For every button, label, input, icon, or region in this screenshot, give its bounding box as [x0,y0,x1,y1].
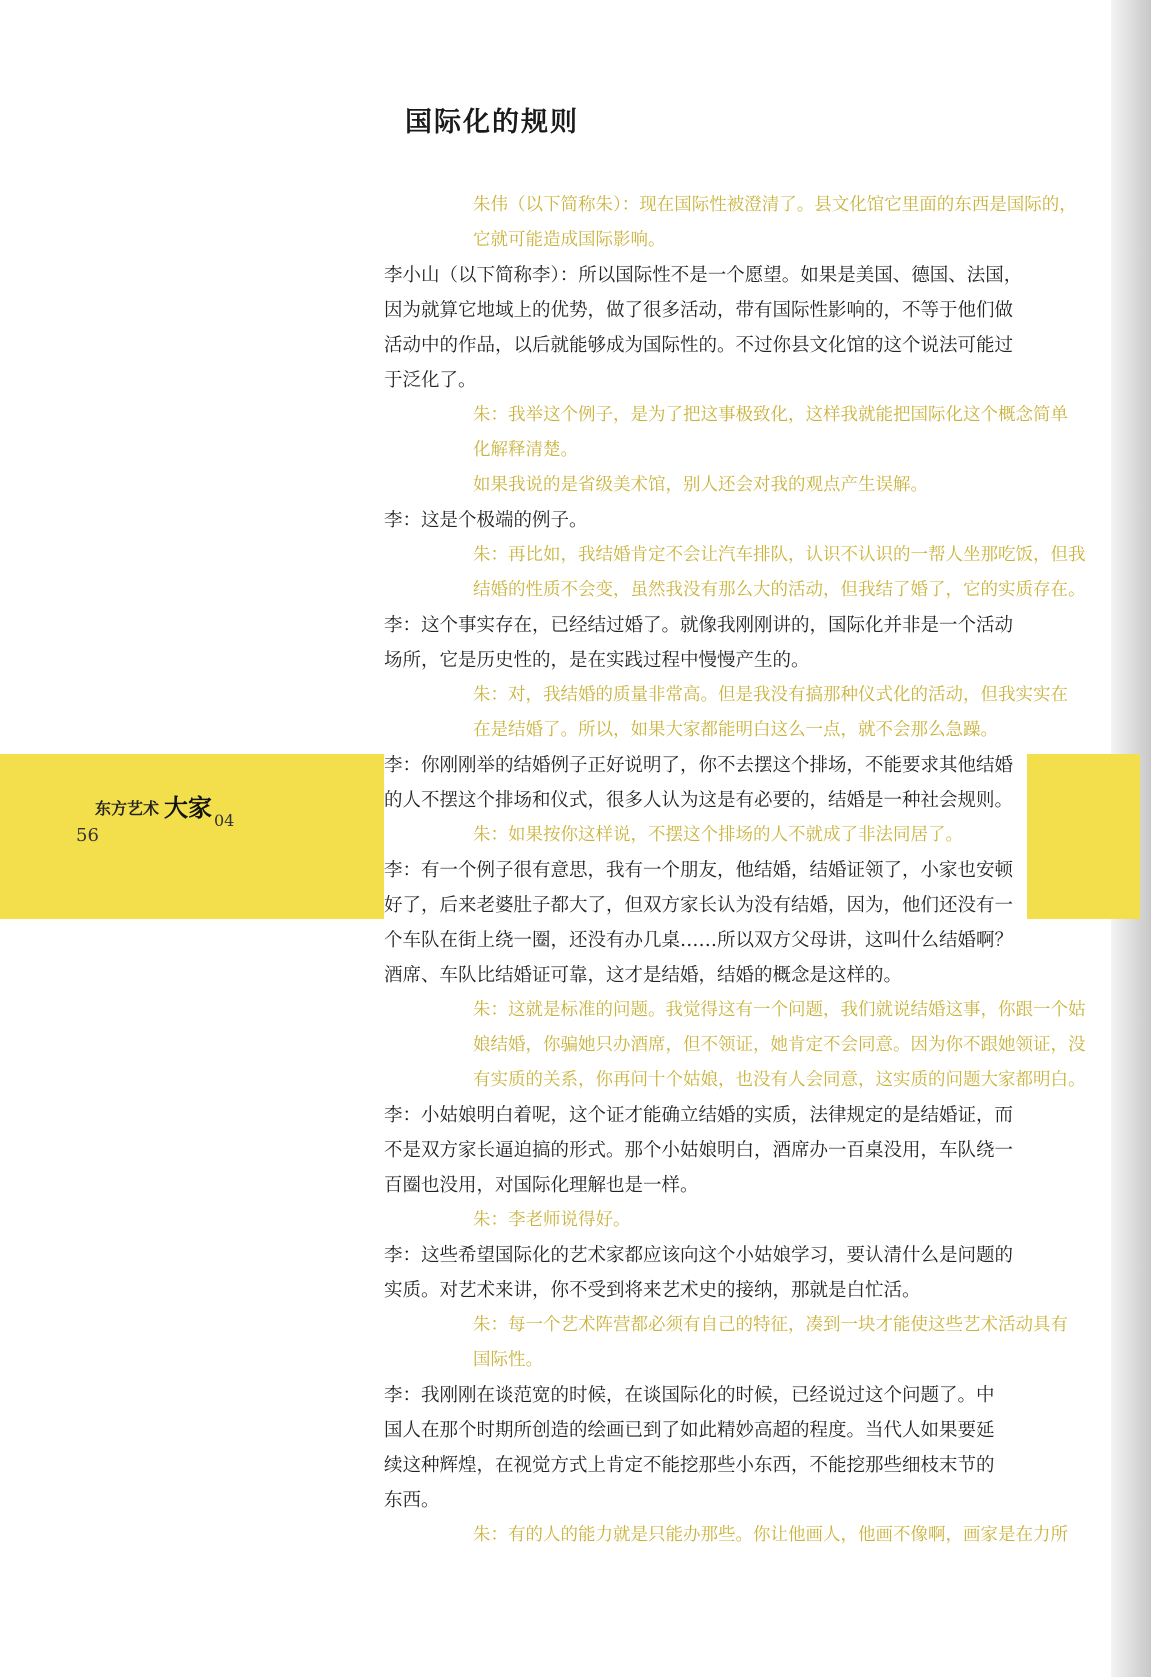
text-line: 东西。 [384,1490,440,1511]
text-line: 在是结婚了。所以，如果大家都能明白这么一点，就不会那么急躁。 [473,720,998,740]
zhu-paragraph [384,1203,1114,1238]
zhu-paragraph [384,1518,1114,1553]
text-line: 有实质的关系，你再问十个姑娘，也没有人会同意，这实质的问题大家都明白。 [473,1070,1086,1090]
text-line: 续这种辉煌，在视觉方式上肯定不能挖那些小东西，不能挖那些细枝末节的 [384,1455,995,1476]
text-line: 因为就算它地域上的优势，做了很多活动，带有国际性影响的，不等于他们做 [384,300,1014,321]
article-body [384,188,1114,1553]
magazine-label: 东方艺术 [95,799,160,818]
text-line: 的人不摆这个排场和仪式，很多人认为这是有必要的，结婚是一种社会规则。 [384,790,1014,811]
text-line: 李：小姑娘明白着呢，这个证才能确立结婚的实质，法律规定的是结婚证，而 [384,1105,1014,1126]
page-number: 56 [76,825,99,846]
text-line: 化解释清楚。 [473,440,578,460]
text-line: 李：这个事实存在，已经结过婚了。就像我刚刚讲的，国际化并非是一个活动 [384,615,1014,636]
zhu-paragraph [384,538,1114,608]
text-line: 朱：我举这个例子，是为了把这事极致化，这样我就能把国际化这个概念简单 [473,405,1068,425]
li-paragraph [384,1378,1114,1518]
text-line: 国人在那个时期所创造的绘画已到了如此精妙高超的程度。当代人如果要延 [384,1420,995,1441]
text-line: 结婚的性质不会变，虽然我没有那么大的活动，但我结了婚了，它的实质存在。 [473,580,1086,600]
text-line: 国际性。 [473,1350,543,1370]
text-line: 朱：每一个艺术阵营都必须有自己的特征，凑到一块才能使这些艺术活动具有 [473,1315,1068,1335]
text-line: 实质。对艺术来讲，你不受到将来艺术史的接纳，那就是白忙活。 [384,1280,921,1301]
text-line: 李小山（以下简称李）：所以国际性不是一个愿望。如果是美国、德国、法国， [384,265,1023,286]
text-line: 不是双方家长逼迫搞的形式。那个小姑娘明白，酒席办一百桌没用，车队绕一 [384,1140,1014,1161]
li-paragraph [384,258,1114,398]
li-paragraph [384,853,1114,993]
text-line: 个车队在街上绕一圈，还没有办几桌……所以双方父母讲，这叫什么结婚啊？ [384,930,1014,951]
text-line: 娘结婚，你骗她只办酒席，但不领证，她肯定不会同意。因为你不跟她领证，没 [473,1035,1086,1055]
text-line: 李：这是个极端的例子。 [384,510,588,531]
zhu-paragraph [384,1308,1114,1378]
text-line: 于泛化了。 [384,370,477,391]
zhu-paragraph [384,188,1114,258]
li-paragraph [384,1238,1114,1308]
text-line: 百圈也没用，对国际化理解也是一样。 [384,1175,699,1196]
text-line: 朱伟（以下简称朱）：现在国际性被澄清了。县文化馆它里面的东西是国际的， [473,195,1077,215]
text-line: 李：我刚刚在谈范宽的时候，在谈国际化的时候，已经说过这个问题了。中 [384,1385,995,1406]
text-line: 朱：如果按你这样说，不摆这个排场的人不就成了非法同居了。 [473,825,963,845]
zhu-paragraph [384,678,1114,748]
magazine-name: 大家 [164,793,212,822]
text-line: 朱：有的人的能力就是只能办那些。你让他画人，他画不像啊，画家是在力所 [473,1525,1068,1545]
text-line: 李：有一个例子很有意思，我有一个朋友，他结婚，结婚证领了，小家也安顿 [384,860,1014,881]
text-line: 好了，后来老婆肚子都大了，但双方家长认为没有结婚，因为，他们还没有一 [384,895,1014,916]
text-line: 它就可能造成国际影响。 [473,230,666,250]
zhu-paragraph [384,398,1114,503]
li-paragraph [384,748,1114,818]
text-line: 酒席、车队比结婚证可靠，这才是结婚，结婚的概念是这样的。 [384,965,903,986]
text-line: 朱：对，我结婚的质量非常高。但是我没有搞那种仪式化的活动，但我实实在 [473,685,1068,705]
text-line: 朱：再比如，我结婚肯定不会让汽车排队，认识不认识的一帮人坐那吃饭，但我 [473,545,1086,565]
article-title: 国际化的规则 [405,107,579,138]
li-paragraph [384,503,1114,538]
text-line: 如果我说的是省级美术馆，别人还会对我的观点产生误解。 [473,475,928,495]
text-line: 朱：这就是标准的问题。我觉得这有一个问题，我们就说结婚这事，你跟一个姑 [473,1000,1086,1020]
zhu-paragraph [384,818,1114,853]
text-line: 李：你刚刚举的结婚例子正好说明了，你不去摆这个排场，不能要求其他结婚 [384,755,1014,776]
text-line: 朱：李老师说得好。 [473,1210,631,1230]
li-paragraph [384,1098,1114,1203]
text-line: 李：这些希望国际化的艺术家都应该向这个小姑娘学习，要认清什么是问题的 [384,1245,1014,1266]
text-line: 场所，它是历史性的，是在实践过程中慢慢产生的。 [384,650,810,671]
zhu-paragraph [384,993,1114,1098]
text-line: 活动中的作品，以后就能够成为国际性的。不过你县文化馆的这个说法可能过 [384,335,1014,356]
issue-number: 04 [214,811,235,830]
li-paragraph [384,608,1114,678]
